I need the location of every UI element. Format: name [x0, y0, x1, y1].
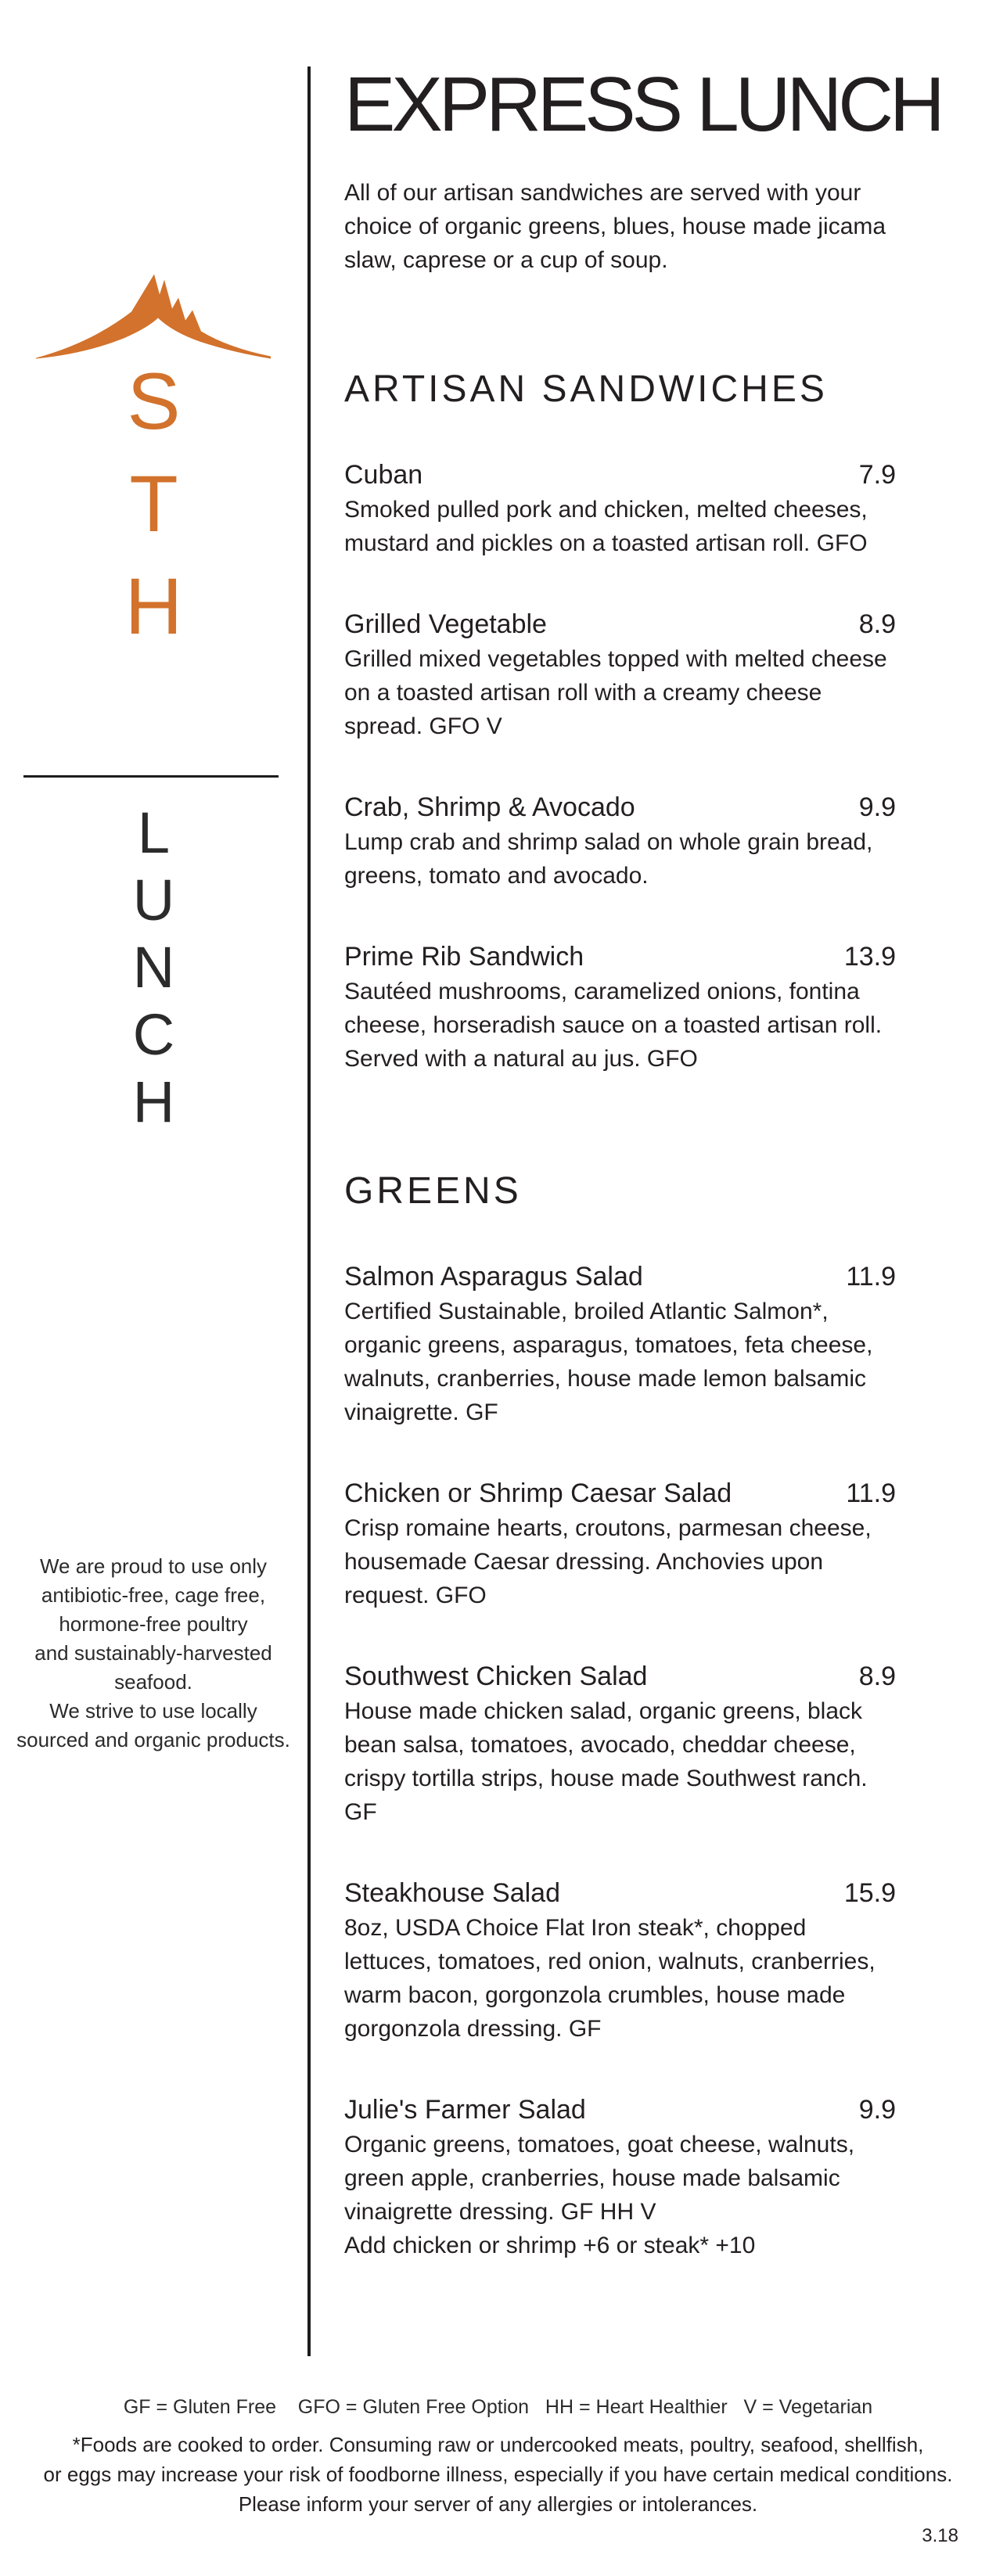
item-name: Steakhouse Salad [344, 1878, 560, 1908]
sourcing-note-line: and sustainably-harvested [34, 1641, 272, 1665]
sourcing-note-line: seafood. [114, 1670, 192, 1694]
logo-letter: S [127, 357, 181, 446]
item-title-row [344, 609, 896, 640]
sourcing-note-line: We strive to use locally [49, 1699, 257, 1723]
menu-section [344, 368, 978, 1076]
item-name: Prime Rib Sandwich [344, 942, 584, 972]
item-title-row [344, 459, 896, 490]
logo-letters-sth [0, 350, 307, 658]
item-name: Chicken or Shrimp Caesar Salad [344, 1478, 732, 1508]
page-title: EXPRESS LUNCH [344, 61, 941, 147]
lunch-letter: U [132, 868, 175, 932]
menu-item [344, 1478, 896, 1612]
sourcing-note-line: sourced and organic products. [16, 1728, 290, 1751]
item-price: 8.9 [858, 1662, 896, 1691]
item-price: 13.9 [843, 942, 896, 972]
item-title-row [344, 941, 896, 972]
item-name: Cuban [344, 460, 423, 490]
lunch-letter: C [132, 1002, 175, 1067]
disclaimer-text [0, 2430, 996, 2519]
item-name: Julie's Farmer Salad [344, 2095, 586, 2125]
item-price: 9.9 [858, 792, 896, 822]
item-description: Lump crab and shrimp salad on whole grain bread, greens, tomato and avocado. [344, 829, 873, 889]
item-title-row [344, 1661, 896, 1692]
item-addon-note: Add chicken or shrimp +6 or steak* +10 [344, 2233, 756, 2258]
item-price: 9.9 [858, 2095, 896, 2125]
menu-section [344, 1169, 978, 2262]
disclaimer-line: or eggs may increase your risk of foodborne illness, especially if you have certain medical conditions. [43, 2463, 953, 2486]
item-description: Certified Sustainable, broiled Atlantic Salmon*, organic greens, asparagus, tomatoes, feta cheese, walnuts, cranberries, house made lemon balsamic vinaigrette. GF [344, 1299, 873, 1425]
item-description: Crisp romaine hearts, croutons, parmesan cheese, housemade Caesar dressing. Anchovies upon request. GFO [344, 1515, 872, 1608]
legend-text: GF = Gluten Free GFO = Gluten Free Option HH = Heart Healthier V = Vegetarian [123, 2396, 873, 2418]
item-title-row [344, 1261, 896, 1292]
item-name: Crab, Shrimp & Avocado [344, 792, 635, 822]
lunch-letter: H [132, 1069, 175, 1134]
left-sidebar [0, 0, 307, 2576]
logo-letter: H [124, 562, 183, 651]
menu-item [344, 1261, 896, 1429]
item-description: Organic greens, tomatoes, goat cheese, walnuts, green apple, cranberries, house made balsamic vinaigrette dressing. GF HH V [344, 2132, 855, 2225]
item-name: Salmon Asparagus Salad [344, 1262, 643, 1292]
item-price: 8.9 [858, 609, 896, 639]
section-header: ARTISAN SANDWICHES [344, 368, 828, 410]
disclaimer-line: *Foods are cooked to order. Consuming raw or undercooked meats, poultry, seafood, shellfish, [72, 2433, 924, 2456]
sourcing-note [9, 1552, 297, 1755]
item-price: 7.9 [858, 460, 896, 490]
version-number: 3.18 [922, 2525, 958, 2546]
item-title-row [344, 1877, 896, 1909]
item-price: 11.9 [846, 1478, 896, 1508]
section-header: GREENS [344, 1170, 522, 1212]
item-title-row [344, 792, 896, 823]
item-title-row [344, 2094, 896, 2125]
item-title-row [344, 1478, 896, 1509]
lunch-letter: L [137, 800, 171, 865]
item-price: 15.9 [843, 1878, 896, 1908]
vertical-divider-line [307, 66, 311, 2356]
item-description: 8oz, USDA Choice Flat Iron steak*, chopped lettuces, tomatoes, red onion, walnuts, cranberries, warm bacon, gorgonzola crumbles, house made gorgonzola dressing. GF [344, 1915, 876, 2042]
vertical-word-lunch [0, 799, 307, 1136]
sourcing-note-line: hormone-free poultry [59, 1612, 248, 1636]
item-price: 11.9 [846, 1262, 896, 1292]
logo-letter: T [129, 459, 178, 548]
item-description: Grilled mixed vegetables topped with melted cheese on a toasted artisan roll with a creamy cheese spread. GFO V [344, 646, 887, 739]
disclaimer-line: Please inform your server of any allergies or intolerances. [238, 2492, 758, 2516]
menu-item [344, 459, 896, 560]
menu-item [344, 941, 896, 1076]
menu-item [344, 2094, 896, 2262]
intro-text: All of our artisan sandwiches are served with your choice of organic greens, blues, house made jicama slaw, caprese or a cup of soup. [344, 180, 886, 273]
menu-item [344, 609, 896, 743]
menu-item [344, 792, 896, 893]
menu-item [344, 1661, 896, 1829]
item-name: Southwest Chicken Salad [344, 1662, 648, 1691]
menu-sections [344, 368, 978, 2262]
item-description: House made chicken salad, organic greens, black bean salsa, tomatoes, avocado, cheddar cheese, crispy tortilla strips, house made Southwest ranch. GF [344, 1698, 868, 1825]
mountain-logo-icon [36, 261, 271, 363]
item-description: Smoked pulled pork and chicken, melted cheeses, mustard and pickles on a toasted artisan roll. GFO [344, 497, 868, 556]
menu-item [344, 1877, 896, 2046]
item-name: Grilled Vegetable [344, 609, 547, 639]
sourcing-note-line: antibiotic-free, cage free, [41, 1583, 266, 1607]
item-description: Sautéed mushrooms, caramelized onions, fontina cheese, horseradish sauce on a toasted artisan roll. Served with a natural au jus. GFO [344, 979, 883, 1072]
sourcing-note-line: We are proud to use only [39, 1554, 268, 1578]
lunch-letter: N [132, 935, 175, 1000]
